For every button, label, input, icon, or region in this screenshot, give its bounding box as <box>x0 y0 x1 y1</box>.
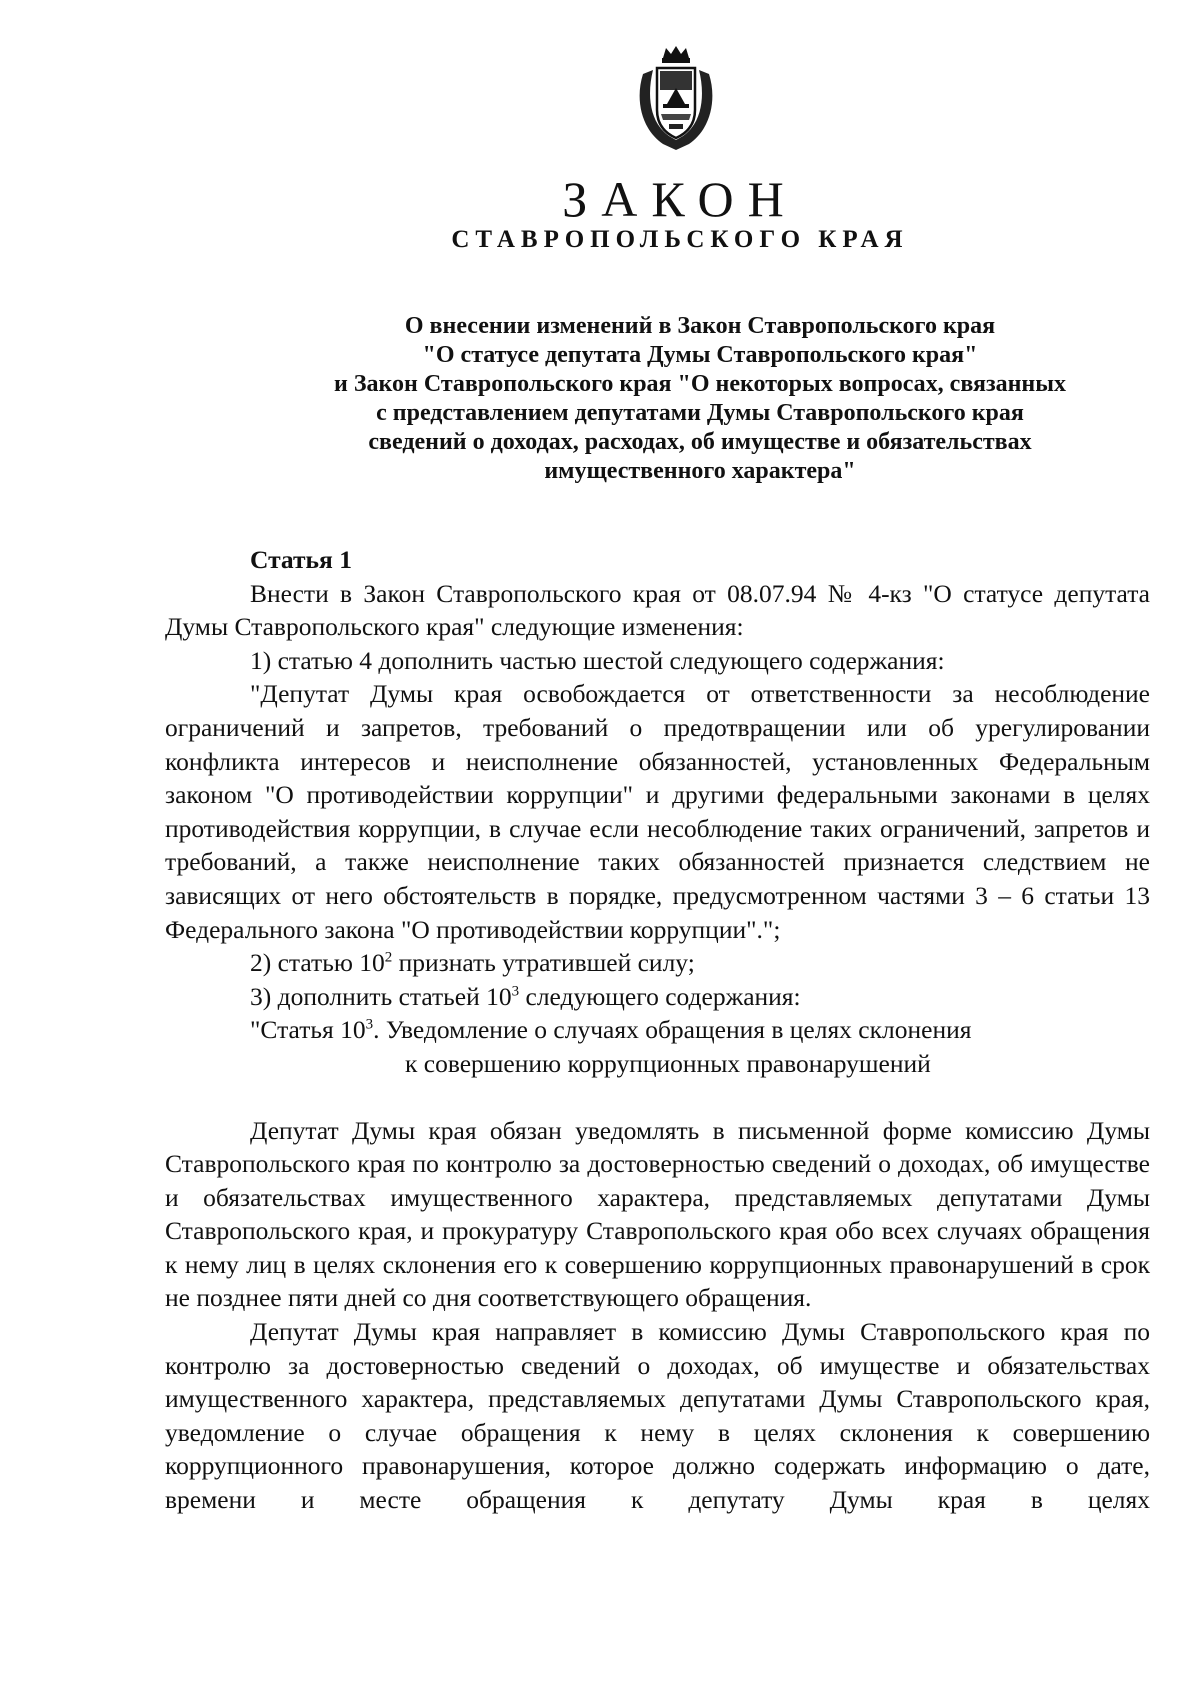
amendment-item-3 <box>165 980 1150 1014</box>
law-title-line: О внесении изменений в Закон Ставропольского края <box>404 313 996 339</box>
new-article-text: "Статья 10 <box>250 1015 366 1045</box>
item3-text: 3) дополнить статьей 10 <box>250 981 512 1011</box>
law-title-line: "О статусе депутата Думы Ставропольского края" <box>422 342 978 368</box>
item2-text: 2) статью 10 <box>250 948 385 978</box>
paragraph: Депутат Думы края обязан уведомлять в письменной форме комиссию Думы Ставропольского края по контролю за достоверностью сведений о доходах, об имуществе и обязательствах имущественного характера, представляемых депутатами Думы Ставропольского края, и прокуратуру Ставропольского края обо всех случаях обращения к нему лиц в целях склонения его к совершению коррупционных правонарушений в срок не позднее пяти дней со дня соответствующего обращения. <box>165 1115 1150 1313</box>
amendment-item-1: 1) статью 4 дополнить частью шестой следующего содержания: <box>250 645 945 675</box>
coat-of-arms-icon <box>633 44 719 152</box>
paragraph: Депутат Думы края направляет в комиссию Думы Ставропольского края по контролю за достоверностью сведений о доходах, об имуществе и обязательствах имущественного характера, представляемых депутатами Думы Ставропольского края, уведомление о случае обращения к нему в целях склонения к совершению коррупционного правонарушения, которое должно содержать информацию о дате, времени и месте обращения к депутату Думы края в целях <box>165 1317 1150 1515</box>
law-title-line: имущественного характера" <box>544 458 856 484</box>
new-article-text-end: . Уведомление о случаях обращения в целях склонения <box>373 1015 972 1045</box>
document-body <box>165 543 1150 1517</box>
new-article-superscript: 3 <box>365 1016 374 1033</box>
amendment-item-2 <box>165 946 1150 980</box>
item3-superscript: 3 <box>511 983 520 1000</box>
law-title-line: с представлением депутатами Думы Ставропольского края <box>376 400 1024 426</box>
law-title-line: и Закон Ставропольского края "О некоторых вопросах, связанных <box>334 371 1066 397</box>
item2-superscript: 2 <box>384 949 393 966</box>
amendment-quote-1: "Депутат Думы края освобождается от ответственности за несоблюдение ограничений и запретов, требований о предотвращении или об урегулировании конфликта интересов и неисполнение обязанностей, установленных Федеральным законом "О противодействии коррупции" и другими федеральными законами в целях противодействия коррупции, в случае если несоблюдение таких ограничений, запретов и требований, а также неисполнение таких обязанностей признается следствием не зависящих от него обстоятельств в порядке, предусмотренном частями 3 – 6 статьи 13 Федерального закона "О противодействии коррупции"."; <box>165 679 1150 944</box>
item3-text-end: следующего содержания: <box>519 981 801 1011</box>
article-heading: Статья 1 <box>250 545 352 574</box>
region-title: СТАВРОПОЛЬСКОГО КРАЯ <box>451 226 909 253</box>
new-article-heading-line2: к совершению коррупционных правонарушений <box>405 1048 931 1078</box>
law-title <box>270 312 1130 486</box>
law-title-line: сведений о доходах, расходах, об имуществе и обязательствах <box>368 429 1032 455</box>
new-article-heading <box>165 1013 1150 1047</box>
document-title: ЗАКОН <box>562 171 798 227</box>
item2-text-end: признать утратившей силу; <box>392 948 695 978</box>
article-intro: Внести в Закон Ставропольского края от 08.07.94 № 4-кз "О статусе депутата Думы Ставропольского края" следующие изменения: <box>165 578 1150 642</box>
